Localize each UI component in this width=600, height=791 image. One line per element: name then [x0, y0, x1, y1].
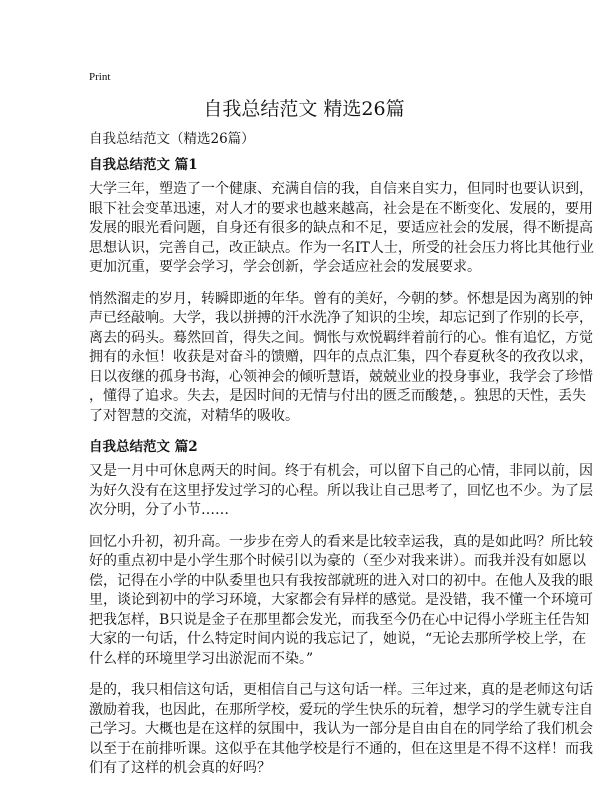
section-heading: 自我总结范文 篇2: [89, 439, 198, 455]
text-line: 己学习。大概也是在这样的氛围中，我认为一部分是自由自在的同学给了我们机会: [89, 721, 593, 737]
paragraph: [89, 180, 594, 278]
section-heading: 自我总结范文 篇1: [89, 157, 198, 173]
paragraph: [89, 462, 593, 521]
text-line: 日以夜继的孤身书海，心领神会的倾听慧语，兢兢业业的投身事业，我学会了珍惜: [89, 368, 593, 385]
text-line: ，懂得了追求。失去，是因时间的无情与付出的匮乏而酸楚，。独思的天性，丢失: [89, 388, 586, 404]
text-line: 是的，我只相信这句话，更相信自己与这句话一样。三年过来，真的是老师这句话: [89, 682, 593, 698]
text-line: 次分明，分了小节……: [89, 502, 229, 518]
document-body: [89, 156, 594, 779]
text-line: 把我怎样，B只说是金子在那里都会发光，而我至今仍在心中记得小学班主任告知: [89, 611, 590, 628]
text-line: 拥有的永恒！收获是对奋斗的馈赠，四年的点点汇集，四个春夏秋冬的孜孜以求，: [89, 349, 593, 365]
text-line: 偿，记得在小学的中队委里也只有我按部就班的进入对口的初中。在他人及我的眼: [89, 572, 593, 589]
text-line: 眼下社会变革迅速，对人才的要求也越来越高，社会是在不断变化、发展的，要用: [89, 200, 593, 217]
text-line: 离去的码头。蓦然回首，得失之间。惆怅与欢悦羁绊着前行的心。惟有追忆，方觉: [89, 329, 593, 346]
text-line: 以至于在前排听课。这似乎在其他学校是行不通的，但在这里是不得不这样！而我: [89, 740, 593, 757]
print-label[interactable]: Print: [89, 71, 111, 83]
text-line: 悄然溜走的岁月，转瞬即逝的年华。曾有的美好，今朝的梦。怀想是因为离别的钟: [89, 290, 593, 307]
text-line: 又是一月中可休息两天的时间。终于有机会，可以留下自己的心情，非同以前，因: [89, 463, 593, 479]
text-line: 好的重点初中是小学生那个时候引以为豪的（至少对我来讲）。而我并没有如愿以: [89, 553, 586, 569]
text-line: 激励着我，也因此，在那所学校，爱玩的学生快乐的玩着，想学习的学生就专注自: [89, 701, 593, 718]
text-line: 声已经敲响。大学，我以拼搏的汗水洗净了知识的尘埃，却忘记到了作别的长亭，: [89, 310, 593, 326]
text-line: 们有了这样的机会真的好吗？: [89, 760, 271, 776]
text-line: 回忆小升初，初升高。一步步在旁人的看来是比较幸运我，真的是如此吗？所比较: [89, 533, 593, 550]
paragraph: [89, 290, 593, 427]
paragraph: [89, 533, 593, 670]
text-line: 大学三年，塑造了一个健康、充满自信的我，自信来自实力，但同时也要认识到，: [89, 181, 593, 197]
text-line: 发展的眼光看问题，自身还有很多的缺点和不足，要适应社会的发展，得不断提高: [89, 220, 593, 236]
text-line: 了对智慧的交流，对精华的吸收。: [89, 407, 299, 424]
text-line: 什么样的环境里学习出淤泥而不染。”: [89, 650, 314, 667]
text-line: 为好久没有在这里抒发过学习的心程。所以我让自己思考了，回忆也不少。为了层: [89, 482, 593, 499]
text-line: 思想认识，完善自己，改正缺点。作为一名IT人士，所受的社会压力将比其他行业: [89, 239, 594, 256]
document-page: [89, 70, 594, 791]
text-line: 大家的一句话，什么特定时间内说的我忘记了，她说，“无论去那所学校上学，在: [89, 631, 587, 647]
text-line: 更加沉重，要学会学习，学会创新，学会适应社会的发展要求。: [89, 259, 481, 275]
paragraph: [89, 681, 593, 779]
text-line: 里，谈论到初中的学习环境，大家都会有异样的感觉。是没错，我不懂一个环境可: [89, 592, 593, 608]
document-subtitle: 自我总结范文（精选26篇）: [89, 131, 255, 147]
document-title: 自我总结范文 精选26篇: [203, 98, 405, 120]
